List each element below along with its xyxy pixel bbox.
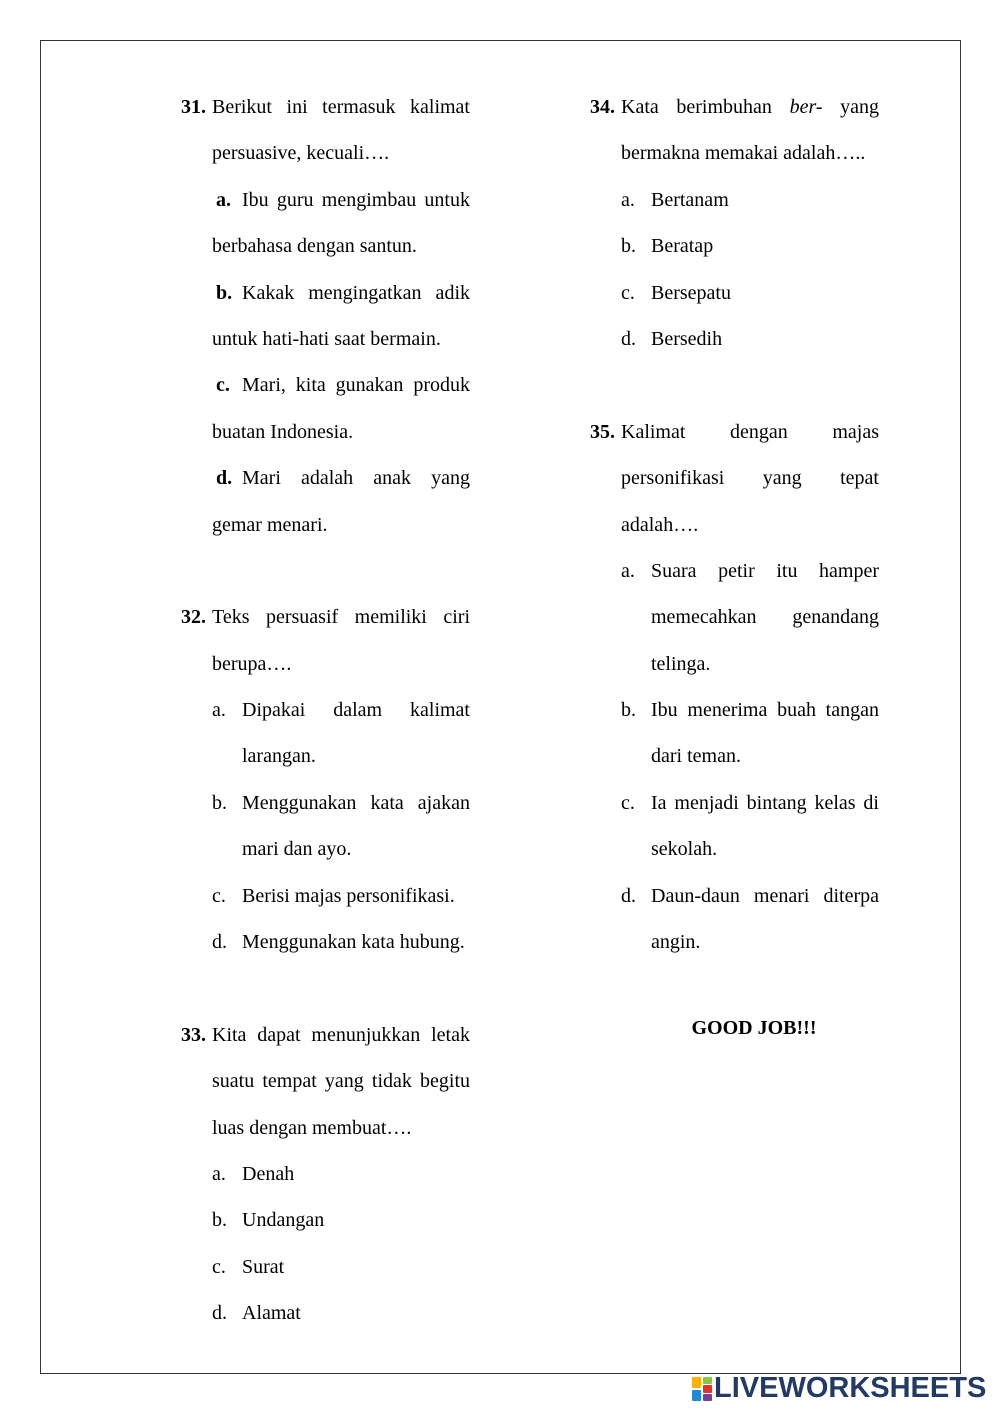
option-letter: c. — [621, 281, 635, 304]
question-31 — [181, 84, 470, 548]
answer-option-a — [181, 1151, 470, 1197]
option-text: mari dan ayo. — [242, 838, 352, 861]
question-stem-line — [590, 84, 879, 130]
option-text: Berisi majas personifikasi. — [242, 884, 455, 907]
question-32 — [181, 594, 470, 965]
spacer — [590, 362, 879, 408]
option-line — [181, 687, 470, 733]
option-letter: b. — [212, 791, 227, 814]
option-text: Dipakai dalam kalimat — [242, 699, 470, 722]
option-text: Kakak mengingatkan adik — [242, 281, 470, 304]
question-stem-text: adalah…. — [621, 513, 699, 536]
option-letter: a. — [621, 559, 635, 582]
option-text: berbahasa dengan santun. — [212, 235, 417, 258]
option-line — [181, 223, 470, 269]
option-letter: d. — [212, 931, 227, 954]
option-line — [181, 919, 470, 965]
question-number: 35. — [590, 420, 615, 443]
option-line — [590, 780, 879, 826]
option-text: Menggunakan kata hubung. — [242, 931, 465, 954]
question-stem-line — [590, 409, 879, 455]
option-letter: d. — [621, 327, 636, 350]
option-line — [590, 594, 879, 640]
question-stem-text: Berikut ini termasuk kalimat — [212, 96, 470, 118]
option-line — [590, 826, 879, 872]
option-line — [181, 502, 470, 548]
option-text: Bertanam — [651, 188, 729, 211]
question-stem-line — [181, 1105, 470, 1151]
option-text: memecahkan genandang — [651, 606, 879, 629]
option-text: larangan. — [242, 745, 316, 768]
option-text: Undangan — [242, 1209, 325, 1232]
answer-option-c — [181, 362, 470, 455]
answer-option-b — [181, 270, 470, 363]
option-text: Alamat — [242, 1302, 301, 1325]
option-text: angin. — [651, 931, 701, 954]
option-text: Bersedih — [651, 327, 723, 350]
question-stem-line — [181, 594, 470, 640]
question-stem-line — [590, 130, 879, 176]
stem-text-segment: yang — [840, 96, 880, 118]
option-letter: b. — [621, 235, 636, 258]
option-letter: a. — [212, 699, 226, 722]
option-letter: c. — [212, 884, 226, 907]
option-text: sekolah. — [651, 838, 718, 861]
option-letter: b. — [216, 281, 233, 304]
option-line — [181, 873, 470, 919]
answer-option-b — [181, 780, 470, 873]
question-stem-line — [590, 502, 879, 548]
question-number: 32. — [181, 606, 206, 629]
option-text: Ibu menerima buah tangan — [651, 699, 879, 722]
option-letter: d. — [621, 884, 636, 907]
option-text: Denah — [242, 1162, 295, 1185]
question-stem-line — [590, 455, 879, 501]
answer-option-a — [590, 177, 879, 223]
answer-option-d — [181, 1290, 470, 1336]
option-text: Ibu guru mengimbau untuk — [242, 188, 470, 211]
question-stem-line — [181, 130, 470, 176]
option-letter: d. — [216, 467, 233, 490]
question-stem-line — [181, 1012, 470, 1058]
option-text: Suara petir itu hamper — [651, 559, 879, 582]
question-stem-line — [181, 1058, 470, 1104]
right-column — [590, 84, 879, 1052]
question-number: 33. — [181, 1023, 206, 1046]
question-stem-text: bermakna memakai adalah….. — [621, 142, 866, 165]
answer-option-a — [181, 687, 470, 780]
question-stem-text: luas dengan membuat…. — [212, 1116, 412, 1139]
question-number: 34. — [590, 96, 615, 118]
option-text: Bersepatu — [651, 281, 731, 304]
question-stem-text: personifikasi yang tepat — [621, 467, 879, 490]
option-letter: c. — [621, 791, 635, 814]
option-text: Daun-daun menari diterpa — [651, 884, 879, 907]
option-line — [181, 316, 470, 362]
question-number: 31. — [181, 96, 206, 118]
logo-text: LIVEWORKSHEETS — [714, 1372, 987, 1404]
question-stem-text: Kalimat dengan majas — [621, 420, 879, 443]
option-text: buatan Indonesia. — [212, 420, 354, 443]
question-stem-text: berupa…. — [212, 652, 292, 675]
option-text: untuk hati-hati saat bermain. — [212, 327, 441, 350]
question-35 — [590, 409, 879, 966]
option-line — [181, 455, 470, 501]
option-line — [590, 548, 879, 594]
option-letter: d. — [212, 1302, 227, 1325]
left-column — [181, 84, 470, 1337]
option-letter: b. — [212, 1209, 227, 1232]
option-line — [590, 733, 879, 779]
option-text: Beratap — [651, 235, 714, 258]
spacer — [181, 965, 470, 1011]
option-letter: b. — [621, 699, 636, 722]
question-stem-text: persuasive, kecuali…. — [212, 142, 390, 165]
closing-message: GOOD JOB!!! — [691, 1017, 817, 1040]
answer-option-d — [590, 873, 879, 966]
option-text: Mari, kita gunakan produk — [242, 374, 470, 397]
question-stem-line — [181, 641, 470, 687]
question-33 — [181, 1012, 470, 1337]
option-line — [181, 733, 470, 779]
stem-text-segment: Kata berimbuhan — [621, 96, 772, 118]
answer-option-d — [181, 455, 470, 548]
option-letter: a. — [621, 188, 635, 211]
option-text: Mari adalah anak yang — [242, 467, 470, 490]
question-stem-text — [621, 84, 879, 130]
liveworksheets-logo-icon — [692, 1377, 712, 1401]
option-line — [590, 687, 879, 733]
answer-option-b — [590, 687, 879, 780]
option-text: dari teman. — [651, 745, 741, 768]
answer-option-c — [590, 780, 879, 873]
answer-option-d — [590, 316, 879, 362]
option-letter: a. — [216, 188, 231, 211]
option-line — [590, 919, 879, 965]
option-line — [590, 873, 879, 919]
stem-italic-affix: ber- — [789, 96, 823, 118]
option-letter: c. — [216, 374, 230, 397]
question-stem-text: Teks persuasif memiliki ciri — [212, 606, 470, 629]
answer-option-d — [181, 919, 470, 965]
option-text: Ia menjadi bintang kelas di — [651, 791, 879, 814]
option-letter: a. — [212, 1162, 226, 1185]
option-line — [181, 780, 470, 826]
question-stem-text: suatu tempat yang tidak begitu — [212, 1070, 470, 1093]
option-text: Menggunakan kata ajakan — [242, 791, 470, 814]
liveworksheets-logo[interactable] — [692, 1374, 986, 1403]
question-34 — [590, 84, 879, 362]
option-line — [181, 826, 470, 872]
answer-option-b — [590, 223, 879, 269]
option-line — [181, 409, 470, 455]
answer-option-a — [590, 548, 879, 687]
option-line — [181, 177, 470, 223]
option-line — [181, 270, 470, 316]
spacer — [181, 548, 470, 594]
question-stem-text: Kita dapat menunjukkan letak — [212, 1023, 470, 1046]
option-line — [181, 362, 470, 408]
answer-option-a — [181, 177, 470, 270]
option-text: Surat — [242, 1255, 285, 1278]
answer-option-c — [181, 873, 470, 919]
option-line — [590, 641, 879, 687]
answer-option-c — [181, 1244, 470, 1290]
question-stem-line — [181, 84, 470, 130]
option-text: gemar menari. — [212, 513, 328, 536]
answer-option-c — [590, 270, 879, 316]
option-text: telinga. — [651, 652, 711, 675]
option-letter: c. — [212, 1255, 226, 1278]
answer-option-b — [181, 1197, 470, 1243]
